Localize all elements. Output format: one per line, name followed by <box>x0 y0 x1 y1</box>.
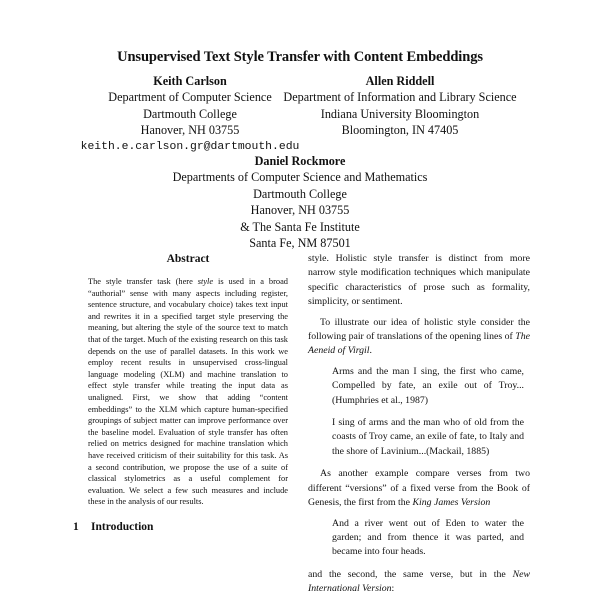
abstract-text-part: The style transfer task (here <box>88 277 198 286</box>
author-affiliation: Department of Computer Science <box>108 90 272 105</box>
paragraph-text: and the second, the same verse, but in the <box>308 568 513 580</box>
paragraph-text: : <box>391 583 395 595</box>
author-affiliation: Hanover, NH 03755 <box>140 123 240 138</box>
author-affiliation: Hanover, NH 03755 <box>250 203 350 218</box>
author-name: Allen Riddell <box>365 74 435 88</box>
abstract-heading: Abstract <box>166 253 210 265</box>
paragraph-text: To illustrate our idea of holistic style consider the following pair of translations of the opening lines of <box>308 316 530 343</box>
author-affiliation: Dartmouth College <box>253 186 347 201</box>
section-title: Introduction <box>91 520 154 533</box>
author-affiliation: Santa Fe, NM 87501 <box>249 236 351 251</box>
paragraph <box>308 467 530 510</box>
author-affiliation: Departments of Computer Science and Mathematics <box>172 170 428 185</box>
abstract-text-part: is used in a broad “authorial” sense with many aspects including register, sentence structure, and vocabulary choice) takes text input and rewrites it in a specified target style preserving the meaning, but altering the style of the source text to match that of the target. Much of the existing research on this task depends on the use of parallel datasets. In this work we employ recent results in unsupervised cross-lingual language modeling (XLM) and machine translation to effect style transfer while treating the input data as unaligned. First, we show that adding “content embeddings” to the XLM which capture human-specified groupings of subject matter can improve performance over the baseline model. Evaluation of style transfer has often relied on metrics designed for machine translation which have received criticism of their suitability for this task. As a second contribution, we propose the use of a suite of classical stylometrics as a useful complement for evaluation. We select a few such measures and include these in the analysis of our results. <box>88 277 288 507</box>
abstract-text <box>88 276 288 508</box>
right-column <box>308 252 530 603</box>
paragraph-emphasis: King James Version <box>412 497 491 509</box>
author-name: Daniel Rockmore <box>254 154 346 168</box>
paragraph-text: . <box>369 345 372 357</box>
paragraph: style. Holistic style transfer is distinct from more narrow style modification techniques which manipulate specific characteristics of prose such as formality, simplicity, or sentiment. <box>308 253 530 308</box>
block-quote: Arms and the man I sing, the first who came, Compelled by fate, an exile out of Troy...(Humphries et al., 1987) <box>332 365 524 406</box>
author-affiliation: Department of Information and Library Science <box>283 90 517 105</box>
author-affiliation: Bloomington, IN 47405 <box>341 123 459 138</box>
abstract-text-emphasis: style <box>197 277 214 286</box>
paper-title: Unsupervised Text Style Transfer with Content Embeddings <box>117 49 483 65</box>
paragraph <box>308 316 530 359</box>
block-quote: And a river went out of Eden to water the garden; and from thence it was parted, and became into four heads. <box>332 517 524 558</box>
paragraph-text: As another example compare verses from two different “versions” of a fixed verse from the Book of Genesis, the first from the <box>308 468 530 509</box>
paragraph-emphasis: The Aeneid of Virgil <box>308 331 530 357</box>
section-number: 1 <box>73 520 79 533</box>
paragraph-emphasis: New International Version <box>308 568 530 595</box>
left-column <box>73 252 288 534</box>
author-affiliation: Indiana University Bloomington <box>320 106 480 121</box>
paragraph <box>308 568 530 597</box>
block-quote: I sing of arms and the man who of old from the coasts of Troy came, an exile of fate, to Italy and the shore of Lavinium...(Mackail, 1885) <box>332 417 524 457</box>
author-affiliation: Dartmouth College <box>143 106 237 121</box>
author-email: keith.e.carlson.gr@dartmouth.edu <box>80 140 300 153</box>
section-heading <box>73 520 288 534</box>
author-block-2 <box>270 73 530 139</box>
author-affiliation: & The Santa Fe Institute <box>240 219 360 234</box>
author-name: Keith Carlson <box>153 74 227 88</box>
author-block-3 <box>100 153 500 251</box>
